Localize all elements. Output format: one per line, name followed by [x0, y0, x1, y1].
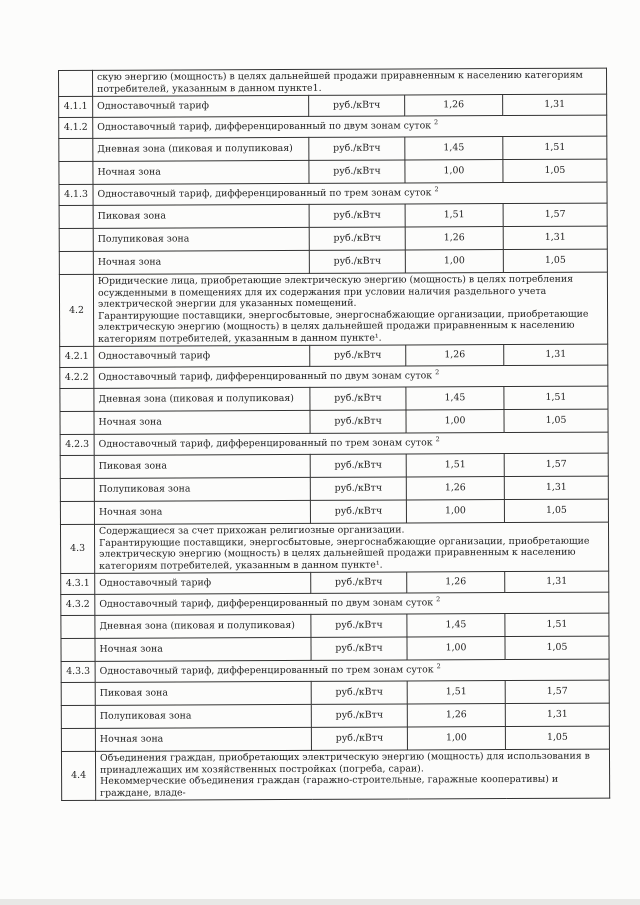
tariff-row [59, 94, 607, 117]
footnote-marker: 2 [436, 595, 441, 604]
item-number: 4.3.2 [61, 594, 95, 615]
item-number [59, 138, 93, 161]
tariff-row [61, 680, 609, 705]
tariff-value-period-2: 1,05 [504, 499, 608, 522]
item-number [60, 388, 94, 411]
item-number: 4.3.3 [61, 661, 95, 682]
tariff-label: Дневная зона (пиковая и полупиковая) [95, 614, 311, 638]
tariff-group-title [94, 365, 608, 388]
tariff-value-period-2: 1,05 [505, 726, 609, 749]
tariff-group-title [95, 659, 609, 682]
tariff-unit: руб./кВтч [309, 250, 405, 273]
tariff-row [61, 703, 609, 728]
tariff-value-period-2: 1,05 [504, 409, 608, 432]
tariff-value-period-1: 1,26 [405, 227, 503, 250]
tariff-label: Полупиковая зона [93, 227, 309, 251]
item-number [60, 455, 94, 478]
tariff-row [60, 386, 608, 411]
tariff-group-row [59, 182, 607, 205]
category-row [60, 522, 608, 573]
tariff-label: Ночная зона [95, 637, 311, 661]
item-number [59, 70, 93, 96]
item-number: 4.3.1 [61, 573, 95, 594]
tariff-group-row [60, 432, 608, 455]
tariff-value-period-2: 1,31 [504, 476, 608, 499]
tariff-table-body [59, 68, 610, 800]
tariff-value-period-2: 1,51 [503, 136, 607, 159]
tariff-row [59, 226, 607, 251]
tariff-value-period-1: 1,00 [407, 727, 505, 750]
tariff-unit: руб./кВтч [311, 681, 407, 704]
footnote-marker: 2 [435, 435, 440, 444]
category-row [59, 272, 607, 346]
tariff-unit: руб./кВтч [311, 614, 407, 637]
tariff-value-period-1: 1,26 [406, 345, 504, 366]
tariff-group-title [93, 182, 607, 205]
tariff-value-period-2: 1,05 [505, 636, 609, 659]
item-number: 4.2.2 [60, 367, 94, 388]
tariff-label: Дневная зона (пиковая и полупиковая) [94, 387, 310, 411]
tariff-unit: руб./кВтч [310, 410, 406, 433]
tariff-group-row [61, 592, 609, 615]
item-number [61, 615, 95, 638]
footnote-marker: 2 [436, 662, 441, 671]
tariff-label: Полупиковая зона [94, 477, 310, 501]
tariff-row [61, 636, 609, 661]
tariff-value-period-1: 1,51 [405, 204, 503, 227]
tariff-label: Одноставочный тариф [94, 345, 310, 367]
category-row [61, 749, 609, 800]
tariff-value-period-1: 1,45 [405, 137, 503, 160]
tariff-unit: руб./кВтч [310, 345, 406, 366]
tariff-unit: руб./кВтч [311, 637, 407, 660]
tariff-unit: руб./кВтч [309, 95, 405, 116]
tariff-label: Ночная зона [93, 250, 309, 274]
tariff-group-label: Одноставочный тариф, дифференцированный по двум зонам суток [99, 597, 434, 611]
item-number: 4.3 [60, 524, 94, 573]
tariff-value-period-1: 1,51 [407, 681, 505, 704]
tariff-value-period-1: 1,00 [406, 500, 504, 523]
tariff-unit: руб./кВтч [310, 500, 406, 523]
tariff-row [60, 409, 608, 434]
item-number [61, 728, 95, 751]
tariff-row [59, 249, 607, 274]
tariff-value-period-1: 1,45 [407, 614, 505, 637]
tariff-unit: руб./кВтч [311, 704, 407, 727]
item-number [59, 205, 93, 228]
item-number [61, 638, 95, 661]
item-number [59, 251, 93, 274]
tariff-label: Полупиковая зона [95, 704, 311, 728]
tariff-unit: руб./кВтч [309, 204, 405, 227]
item-number [59, 228, 93, 251]
tariff-row [60, 344, 608, 367]
item-number [60, 411, 94, 434]
tariff-value-period-2: 1,57 [503, 203, 607, 226]
tariff-unit: руб./кВтч [309, 137, 405, 160]
category-description: Объединения граждан, приобретающих электрическую энергию (мощность) для использования в принадлежащих им хозяйственных постройках (погреба, сараи). Некоммерческие объединения граждан (гаражно-строительные, гаражные кооперативы) и граждане, владе- [95, 749, 609, 800]
item-number [60, 478, 94, 501]
item-number: 4.1.1 [59, 96, 93, 117]
tariff-label: Одноставочный тариф [95, 572, 311, 594]
tariff-group-label: Одноставочный тариф, дифференцированный по трем зонам суток [98, 437, 433, 451]
tariff-row [59, 159, 607, 184]
tariff-group-row [60, 365, 608, 388]
tariff-unit: руб./кВтч [309, 160, 405, 183]
tariff-value-period-1: 1,45 [406, 387, 504, 410]
tariff-value-period-2: 1,51 [505, 613, 609, 636]
tariff-group-title [94, 432, 608, 455]
tariff-group-row [61, 659, 609, 682]
tariff-value-period-1: 1,00 [406, 410, 504, 433]
tariff-unit: руб./кВтч [310, 477, 406, 500]
footnote-marker: 2 [434, 118, 439, 127]
tariff-value-period-1: 1,26 [407, 704, 505, 727]
item-number [61, 682, 95, 705]
tariff-row [61, 726, 609, 751]
item-number: 4.1.2 [59, 117, 93, 138]
tariff-unit: руб./кВтч [309, 227, 405, 250]
tariff-value-period-2: 1,57 [504, 453, 608, 476]
tariff-group-label: Одноставочный тариф, дифференцированный по трем зонам суток [97, 187, 432, 201]
tariff-value-period-2: 1,05 [503, 159, 607, 182]
item-number: 4.1.3 [59, 184, 93, 205]
tariff-row [61, 571, 609, 594]
tariff-value-period-1: 1,00 [407, 637, 505, 660]
tariff-label: Пиковая зона [93, 204, 309, 228]
tariff-group-row [59, 115, 607, 138]
category-row [59, 68, 607, 96]
tariff-unit: руб./кВтч [310, 454, 406, 477]
tariff-value-period-1: 1,26 [406, 477, 504, 500]
tariff-value-period-1: 1,00 [405, 250, 503, 273]
tariff-row [60, 476, 608, 501]
item-number: 4.4 [61, 751, 95, 800]
tariff-label: Ночная зона [93, 160, 309, 184]
tariff-value-period-2: 1,31 [505, 571, 609, 592]
category-description: Содержащиеся за счет прихожан религиозные организации. Гарантирующие поставщики, энергосбытовые, энергоснабжающие организации, приобретающие электрическую энергию (мощность) в целях дальнейшей продажи приравненным к населению категориям потребителей, указанным в данном пункте¹. [94, 522, 608, 573]
footnote-marker: 2 [435, 368, 440, 377]
tariff-value-period-2: 1,31 [503, 226, 607, 249]
item-number: 4.2.1 [60, 346, 94, 367]
footnote-marker: 2 [434, 185, 439, 194]
tariff-value-period-1: 1,26 [405, 95, 503, 116]
tariff-value-period-1: 1,51 [406, 454, 504, 477]
category-description: Юридические лица, приобретающие электрическую энергию (мощность) в целях потребления осужденными в помещениях для их содержания при условии наличия раздельного учета электрической энергии для указанных помещений. Гарантирующие поставщики, энергосбытовые, энергоснабжающие организации, приобретающие электрическую энергию (мощность) в целях дальнейшей продажи приравненным к населению категориям потребителей, указанным в данном пункте¹. [93, 272, 607, 346]
tariff-group-label: Одноставочный тариф, дифференцированный по двум зонам суток [97, 120, 432, 134]
tariff-value-period-1: 1,26 [407, 572, 505, 593]
tariff-value-period-2: 1,05 [503, 249, 607, 272]
item-number [59, 161, 93, 184]
tariff-label: Ночная зона [94, 500, 310, 524]
tariff-value-period-2: 1,51 [504, 386, 608, 409]
tariff-value-period-2: 1,31 [505, 703, 609, 726]
tariff-unit: руб./кВтч [311, 572, 407, 593]
item-number: 4.2.3 [60, 434, 94, 455]
tariff-row [60, 499, 608, 524]
item-number [60, 501, 94, 524]
tariff-row [59, 136, 607, 161]
tariff-group-label: Одноставочный тариф, дифференцированный по двум зонам суток [98, 370, 433, 384]
tariff-group-label: Одноставочный тариф, дифференцированный по трем зонам суток [99, 664, 434, 678]
tariff-value-period-2: 1,31 [503, 94, 607, 115]
tariff-group-title [95, 592, 609, 615]
tariff-label: Дневная зона (пиковая и полупиковая) [93, 137, 309, 161]
tariff-value-period-2: 1,57 [505, 680, 609, 703]
tariff-row [61, 613, 609, 638]
tariff-row [59, 203, 607, 228]
page-bottom-edge [0, 899, 640, 905]
tariff-unit: руб./кВтч [310, 387, 406, 410]
item-number: 4.2 [59, 274, 93, 346]
tariff-value-period-1: 1,00 [405, 160, 503, 183]
tariff-unit: руб./кВтч [311, 727, 407, 750]
tariff-label: Ночная зона [94, 410, 310, 434]
tariff-label: Пиковая зона [95, 681, 311, 705]
tariff-table [58, 68, 610, 801]
item-number [61, 705, 95, 728]
category-description: скую энергию (мощность) в целях дальнейшей продажи приравненным к населению категориям потребителей, указанным в данном пункте1. [93, 68, 607, 96]
tariff-label: Пиковая зона [94, 454, 310, 478]
tariff-value-period-2: 1,31 [504, 344, 608, 365]
tariff-group-title [93, 115, 607, 138]
tariff-label: Ночная зона [95, 727, 311, 751]
tariff-label: Одноставочный тариф [93, 95, 309, 117]
tariff-row [60, 453, 608, 478]
